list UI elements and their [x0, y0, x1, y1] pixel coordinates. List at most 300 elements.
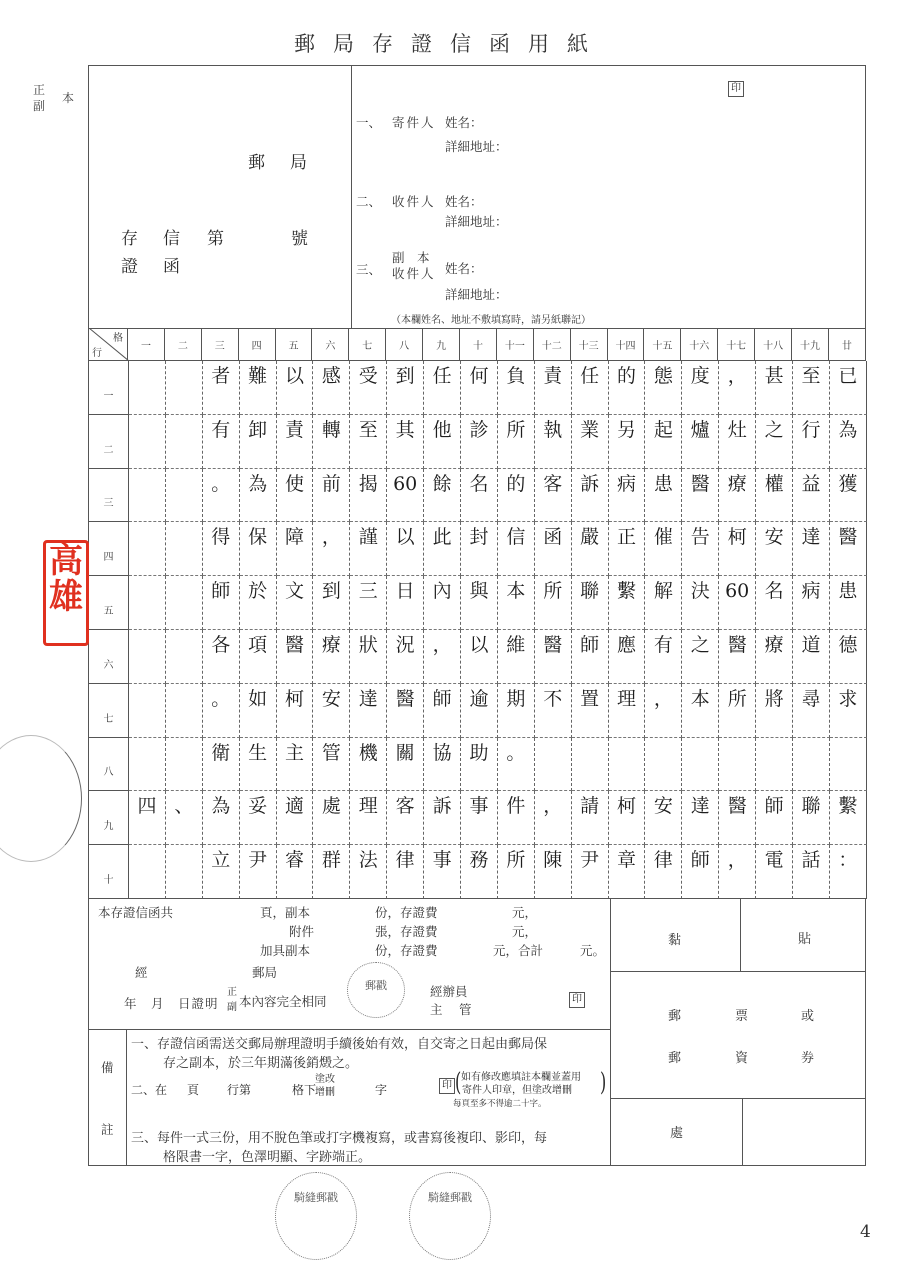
- stamp-area-vline-2: [742, 1098, 743, 1166]
- grid-row: [89, 791, 867, 845]
- grid-cell: 負: [498, 361, 535, 415]
- grid-cell: 機: [350, 738, 387, 792]
- sender-address-label: 詳細地址：: [445, 139, 508, 154]
- grid-cell: 60: [719, 576, 756, 630]
- grid-cell: 至: [793, 361, 830, 415]
- grid-cell: 何: [461, 361, 498, 415]
- grid-cell: 協: [424, 738, 461, 792]
- stamp-area-m4: 郵: [668, 1051, 682, 1066]
- grid-cell: 達: [682, 791, 719, 845]
- grid-cell: 名: [461, 469, 498, 523]
- grid-cell: 有: [203, 415, 240, 469]
- corner-column-label: 格: [113, 333, 123, 344]
- grid-row: [89, 738, 867, 792]
- row-header: 四: [89, 522, 129, 576]
- serial-xin: 信: [163, 229, 180, 249]
- column-header: 一: [128, 328, 165, 361]
- grid-cell: [830, 738, 867, 792]
- stamp-area-m3: 或: [801, 1009, 815, 1024]
- grid-cell: 本: [682, 684, 719, 738]
- remarks-divider: [88, 1029, 610, 1030]
- column-header: 八: [386, 328, 423, 361]
- grid-cell: [129, 630, 166, 684]
- footer-divider: [610, 898, 611, 1166]
- grid-cell: 與: [461, 576, 498, 630]
- grid-corner: [88, 328, 128, 361]
- grid-cell: 文: [277, 576, 314, 630]
- grid-cell: 柯: [719, 522, 756, 576]
- column-header: 七: [349, 328, 386, 361]
- grid-cell: 診: [461, 415, 498, 469]
- column-header: 廿: [829, 328, 866, 361]
- column-header: 五: [276, 328, 313, 361]
- grid-cell: 。: [203, 469, 240, 523]
- column-header: 十八: [755, 328, 792, 361]
- remark-2-cell: 格下: [292, 1083, 317, 1097]
- grid-cell: ，: [719, 845, 756, 899]
- grid-cell: 之: [756, 415, 793, 469]
- grid-cell: 管: [313, 738, 350, 792]
- grid-cell: 尹: [572, 845, 609, 899]
- cc-index: 三、: [356, 262, 382, 277]
- grid-cell: [129, 684, 166, 738]
- remark-2-seal-box: 印: [439, 1078, 455, 1094]
- grid-cell: 卸: [240, 415, 277, 469]
- grid-cell: 為: [240, 469, 277, 523]
- grid-cell: [719, 738, 756, 792]
- grid-cell: 醫: [719, 630, 756, 684]
- grid-cell: 電: [756, 845, 793, 899]
- grid-cell: [129, 522, 166, 576]
- grid-cell: 師: [756, 791, 793, 845]
- grid-cell: 者: [203, 361, 240, 415]
- summary-pages-label: 本存證信函共: [98, 905, 174, 920]
- grid-cell: 、: [166, 791, 203, 845]
- grid-cell: 律: [387, 845, 424, 899]
- grid-cell: 道: [793, 630, 830, 684]
- summary-yuan-1: 元，: [512, 905, 538, 920]
- grid-cell: 訴: [424, 791, 461, 845]
- stamp-area-line-2: [610, 1098, 866, 1099]
- supervisor-label: 主 管: [430, 1002, 474, 1017]
- grid-cell: 難: [240, 361, 277, 415]
- grid-cell: 日: [387, 576, 424, 630]
- grid-cell: 件: [498, 791, 535, 845]
- grid-cell: 餘: [424, 469, 461, 523]
- grid-cell: 醫: [682, 469, 719, 523]
- grid-cell: 療: [719, 469, 756, 523]
- grid-cell: 處: [313, 791, 350, 845]
- grid-cell: 之: [682, 630, 719, 684]
- grid-cell: 感: [313, 361, 350, 415]
- grid-cell: 達: [793, 522, 830, 576]
- grid-cell: 柯: [609, 791, 646, 845]
- seam-postmark-1: 騎縫郵戳: [275, 1172, 357, 1260]
- paren-left-icon: (: [455, 1066, 462, 1097]
- grid-cell: 期: [498, 684, 535, 738]
- grid-cell: 患: [830, 576, 867, 630]
- grid-cell: 病: [609, 469, 646, 523]
- grid-cell: 三: [350, 576, 387, 630]
- grid-cell: 封: [461, 522, 498, 576]
- grid-cell: [129, 845, 166, 899]
- column-header: 十三: [571, 328, 608, 361]
- grid-cell: 安: [313, 684, 350, 738]
- summary-post-office-label: 郵局: [252, 965, 278, 980]
- grid-cell: 他: [424, 415, 461, 469]
- grid-cell: 療: [313, 630, 350, 684]
- row-header: 十: [89, 845, 129, 899]
- grid-cell: 保: [240, 522, 277, 576]
- grid-cell: 四: [129, 791, 166, 845]
- form-title: 郵局存證信函用紙: [294, 32, 606, 56]
- grid-cell: [756, 738, 793, 792]
- grid-column-header: [88, 328, 866, 361]
- grid-cell: [166, 415, 203, 469]
- grid-cell: [793, 738, 830, 792]
- grid-cell: 律: [645, 845, 682, 899]
- remark-2-row: 行第: [227, 1083, 252, 1097]
- row-header: 一: [89, 361, 129, 415]
- grid-cell: [129, 738, 166, 792]
- grid-cell: 聯: [793, 791, 830, 845]
- grid-row: [89, 684, 867, 738]
- grid-cell: 請: [572, 791, 609, 845]
- summary-yuan-total: 元。: [580, 943, 606, 958]
- grid-cell: 醫: [830, 522, 867, 576]
- column-header: 十五: [644, 328, 681, 361]
- grid-cell: 不: [535, 684, 572, 738]
- remarks-label-bei: 備: [101, 1060, 114, 1075]
- recipient-role: 收件人: [392, 194, 436, 209]
- summary-attachment-label: 附件: [289, 924, 315, 939]
- grid-cell: 業: [572, 415, 609, 469]
- column-header: 十二: [534, 328, 571, 361]
- page-number: 4: [860, 1222, 871, 1242]
- grid-cell: 催: [645, 522, 682, 576]
- grid-cell: 師: [572, 630, 609, 684]
- grid-cell: 醫: [535, 630, 572, 684]
- remark-2-in: 二、在: [131, 1083, 168, 1097]
- column-header: 六: [312, 328, 349, 361]
- grid-cell: 另: [609, 415, 646, 469]
- grid-cell: 衛: [203, 738, 240, 792]
- grid-cell: 使: [277, 469, 314, 523]
- grid-cell: 各: [203, 630, 240, 684]
- row-header: 七: [89, 684, 129, 738]
- grid-cell: 至: [350, 415, 387, 469]
- grid-cell: 繫: [609, 576, 646, 630]
- grid-cell: 話: [793, 845, 830, 899]
- grid-cell: 事: [424, 845, 461, 899]
- grid-cell: 以: [387, 522, 424, 576]
- recipient-name-label: 姓名：: [445, 194, 483, 209]
- grid-cell: 告: [682, 522, 719, 576]
- grid-cell: [129, 361, 166, 415]
- summary-original-mark: 正: [227, 987, 237, 998]
- cc-role-bottom: 收件人: [392, 266, 436, 281]
- grid-cell: [166, 576, 203, 630]
- grid-cell: 尋: [793, 684, 830, 738]
- grid-cell: 任: [572, 361, 609, 415]
- grid-cell: 以: [461, 630, 498, 684]
- grid-cell: 。: [203, 684, 240, 738]
- column-header: 三: [202, 328, 239, 361]
- sender-index: 一、: [356, 115, 382, 130]
- grid-cell: [166, 630, 203, 684]
- grid-cell: 療: [756, 630, 793, 684]
- grid-cell: 所: [719, 684, 756, 738]
- grid-cell: 益: [793, 469, 830, 523]
- copy-mark-original: 正: [33, 83, 46, 97]
- grid-cell: 尹: [240, 845, 277, 899]
- sender-name-label: 姓名：: [445, 115, 483, 130]
- grid-cell: 責: [277, 415, 314, 469]
- column-header: 十六: [681, 328, 718, 361]
- grid-cell: 訴: [572, 469, 609, 523]
- grid-cell: [129, 576, 166, 630]
- copy-mark-ben: 本: [62, 91, 75, 105]
- grid-cell: 德: [830, 630, 867, 684]
- grid-cell: 醫: [387, 684, 424, 738]
- grid-row: [89, 469, 867, 523]
- grid-cell: 本: [498, 576, 535, 630]
- grid-cell: ：: [830, 845, 867, 899]
- grid-cell: 的: [609, 361, 646, 415]
- handler-label: 經辦員: [430, 984, 468, 999]
- footer-box: [88, 898, 866, 1166]
- post-office-label: 郵 局: [248, 153, 311, 173]
- summary-copies-label: 頁，副本: [260, 905, 311, 920]
- grid-cell: 執: [535, 415, 572, 469]
- grid-cell: 已: [830, 361, 867, 415]
- remark-2-page: 頁: [187, 1083, 200, 1097]
- partial-postmark-circle: [0, 735, 82, 862]
- summary-via-label: 經: [135, 965, 148, 980]
- grid-cell: ，: [719, 361, 756, 415]
- grid-cell: 爐: [682, 415, 719, 469]
- grid-cell: 所: [498, 415, 535, 469]
- grid-cell: 聯: [572, 576, 609, 630]
- grid-cell: 柯: [277, 684, 314, 738]
- grid-cell: [535, 738, 572, 792]
- grid-cell: 揭: [350, 469, 387, 523]
- remark-1-line-1: 一、存證信函需送交郵局辦理證明手續後始有效，自交寄之日起由郵局保: [131, 1037, 548, 1052]
- red-seal-char-1: 高: [49, 541, 83, 581]
- grid-cell: 將: [756, 684, 793, 738]
- grid-cell: ，: [424, 630, 461, 684]
- grid-cell: ，: [313, 522, 350, 576]
- remark-2-note-line-3: 每頁至多不得逾二十字。: [453, 1099, 547, 1109]
- grid-cell: 障: [277, 522, 314, 576]
- row-header: 九: [89, 791, 129, 845]
- grid-cell: 章: [609, 845, 646, 899]
- red-seal-stamp: [43, 540, 89, 646]
- grid-cell: 安: [645, 791, 682, 845]
- grid-cell: 任: [424, 361, 461, 415]
- grid-cell: 獲: [830, 469, 867, 523]
- grid-cell: 受: [350, 361, 387, 415]
- grid-cell: 理: [609, 684, 646, 738]
- grid-cell: 度: [682, 361, 719, 415]
- corner-row-label: 行: [92, 348, 102, 359]
- grid-cell: 主: [277, 738, 314, 792]
- grid-cell: 安: [756, 522, 793, 576]
- grid-cell: 適: [277, 791, 314, 845]
- paren-right-icon: ): [600, 1066, 607, 1097]
- grid-cell: [166, 469, 203, 523]
- summary-total-label: 元，合計: [493, 943, 544, 958]
- grid-cell: [129, 415, 166, 469]
- header-overflow-note: （本欄姓名、地址不敷填寫時，請另紙聯記）: [391, 315, 591, 326]
- remark-3-line-2: 格限書一字，色澤明顯、字跡端正。: [163, 1150, 372, 1165]
- column-header: 十九: [792, 328, 829, 361]
- stamp-area-affix: 黏: [668, 933, 682, 948]
- grid-cell: 應: [609, 630, 646, 684]
- grid-cell: 所: [535, 576, 572, 630]
- serial-han: 函: [163, 257, 180, 277]
- grid-cell: 助: [461, 738, 498, 792]
- summary-duplicate-mark: 副: [227, 1002, 237, 1013]
- grid-cell: 60: [387, 469, 424, 523]
- stamp-area-vline-1: [740, 898, 741, 971]
- grid-cell: 前: [313, 469, 350, 523]
- grid-cell: 甚: [756, 361, 793, 415]
- grid-cell: ，: [645, 684, 682, 738]
- grid-cell: 逾: [461, 684, 498, 738]
- grid-cell: 妥: [240, 791, 277, 845]
- grid-cell: 狀: [350, 630, 387, 684]
- remark-2-added-deleted: 增刪: [315, 1087, 335, 1098]
- grid-cell: 其: [387, 415, 424, 469]
- grid-row: [89, 522, 867, 576]
- summary-extra-copies-label: 加具副本: [260, 943, 311, 958]
- grid-cell: 客: [387, 791, 424, 845]
- remarks-label-zhu: 註: [101, 1122, 114, 1137]
- grid-row: [89, 845, 867, 899]
- remark-3-line-1: 三、每件一式三份，用不脫色筆或打字機複寫，或書寫後複印、影印，每: [131, 1131, 548, 1146]
- seam-postmark-2: 騎縫郵戳: [409, 1172, 491, 1260]
- grid-cell: [609, 738, 646, 792]
- grid-cell: 解: [645, 576, 682, 630]
- grid-cell: 信: [498, 522, 535, 576]
- handler-seal-box: 印: [569, 992, 585, 1008]
- stamp-area-m5: 資: [735, 1051, 749, 1066]
- grid-cell: 務: [461, 845, 498, 899]
- grid-cell: 到: [387, 361, 424, 415]
- grid-cell: 置: [572, 684, 609, 738]
- remark-2-altered: 塗改: [315, 1074, 335, 1085]
- serial-hao: 號: [291, 229, 308, 249]
- grid-cell: [166, 738, 203, 792]
- summary-date-label: 年 月 日證明: [124, 996, 219, 1011]
- grid-cell: 項: [240, 630, 277, 684]
- summary-fee-label-1: 份，存證費: [375, 905, 438, 920]
- grid-cell: 有: [645, 630, 682, 684]
- recipient-address-label: 詳細地址：: [445, 214, 508, 229]
- remark-1-line-2: 存之副本，於三年期滿後銷燬之。: [163, 1056, 359, 1071]
- grid-cell: [166, 522, 203, 576]
- grid-cell: 嚴: [572, 522, 609, 576]
- postmark-circle: 郵戳: [347, 962, 405, 1018]
- grid-row: [89, 576, 867, 630]
- grid-cell: 睿: [277, 845, 314, 899]
- sender-seal-box: 印: [728, 81, 744, 97]
- grid-cell: 得: [203, 522, 240, 576]
- grid-cell: 生: [240, 738, 277, 792]
- red-seal-char-2: 雄: [49, 577, 83, 617]
- stamp-area-m1: 郵: [668, 1009, 682, 1024]
- column-header: 十四: [608, 328, 645, 361]
- grid-cell: 維: [498, 630, 535, 684]
- grid-row: [89, 361, 867, 415]
- grid-cell: 內: [424, 576, 461, 630]
- grid-cell: 為: [830, 415, 867, 469]
- stamp-area-paste: 貼: [798, 932, 812, 947]
- grid-cell: 立: [203, 845, 240, 899]
- column-header: 十一: [497, 328, 534, 361]
- cc-name-label: 姓名：: [445, 261, 483, 276]
- grid-cell: 群: [313, 845, 350, 899]
- grid-cell: 以: [277, 361, 314, 415]
- stamp-area-line-1: [610, 971, 866, 972]
- grid-cell: [166, 361, 203, 415]
- grid-cell: 如: [240, 684, 277, 738]
- column-header: 二: [165, 328, 202, 361]
- grid-cell: 法: [350, 845, 387, 899]
- column-header: 四: [239, 328, 276, 361]
- header-divider: [351, 65, 352, 329]
- grid-row: [89, 630, 867, 684]
- grid-cell: 事: [461, 791, 498, 845]
- grid-cell: 理: [350, 791, 387, 845]
- grid-cell: 醫: [277, 630, 314, 684]
- grid-cell: 的: [498, 469, 535, 523]
- summary-fee-label-3: 份，存證費: [375, 943, 438, 958]
- summary-identical-label: 本內容完全相同: [239, 994, 327, 1009]
- grid-cell: [129, 469, 166, 523]
- grid-cell: [166, 845, 203, 899]
- grid-cell: 權: [756, 469, 793, 523]
- grid-cell: 態: [645, 361, 682, 415]
- grid-cell: 為: [203, 791, 240, 845]
- grid-cell: 此: [424, 522, 461, 576]
- grid-cell: 師: [424, 684, 461, 738]
- cc-address-label: 詳細地址：: [445, 287, 508, 302]
- grid-cell: [166, 684, 203, 738]
- stamp-area-m6: 券: [801, 1051, 815, 1066]
- grid-cell: 醫: [719, 791, 756, 845]
- row-header: 五: [89, 576, 129, 630]
- grid-cell: 灶: [719, 415, 756, 469]
- grid-cell: 求: [830, 684, 867, 738]
- grid-cell: 正: [609, 522, 646, 576]
- letter-grid: [88, 361, 867, 899]
- stamp-area-place: 處: [670, 1126, 684, 1141]
- grid-cell: 患: [645, 469, 682, 523]
- remark-2-characters: 字: [375, 1083, 388, 1097]
- column-header: 十七: [718, 328, 755, 361]
- grid-cell: 病: [793, 576, 830, 630]
- column-header: 十: [460, 328, 497, 361]
- grid-cell: 關: [387, 738, 424, 792]
- column-header: 九: [423, 328, 460, 361]
- copy-mark-duplicate: 副: [33, 99, 46, 113]
- summary-yuan-2: 元，: [512, 924, 538, 939]
- recipient-index: 二、: [356, 194, 382, 209]
- remark-2-note-line-2: 寄件人印章，但塗改增刪: [462, 1085, 572, 1096]
- grid-cell: 。: [498, 738, 535, 792]
